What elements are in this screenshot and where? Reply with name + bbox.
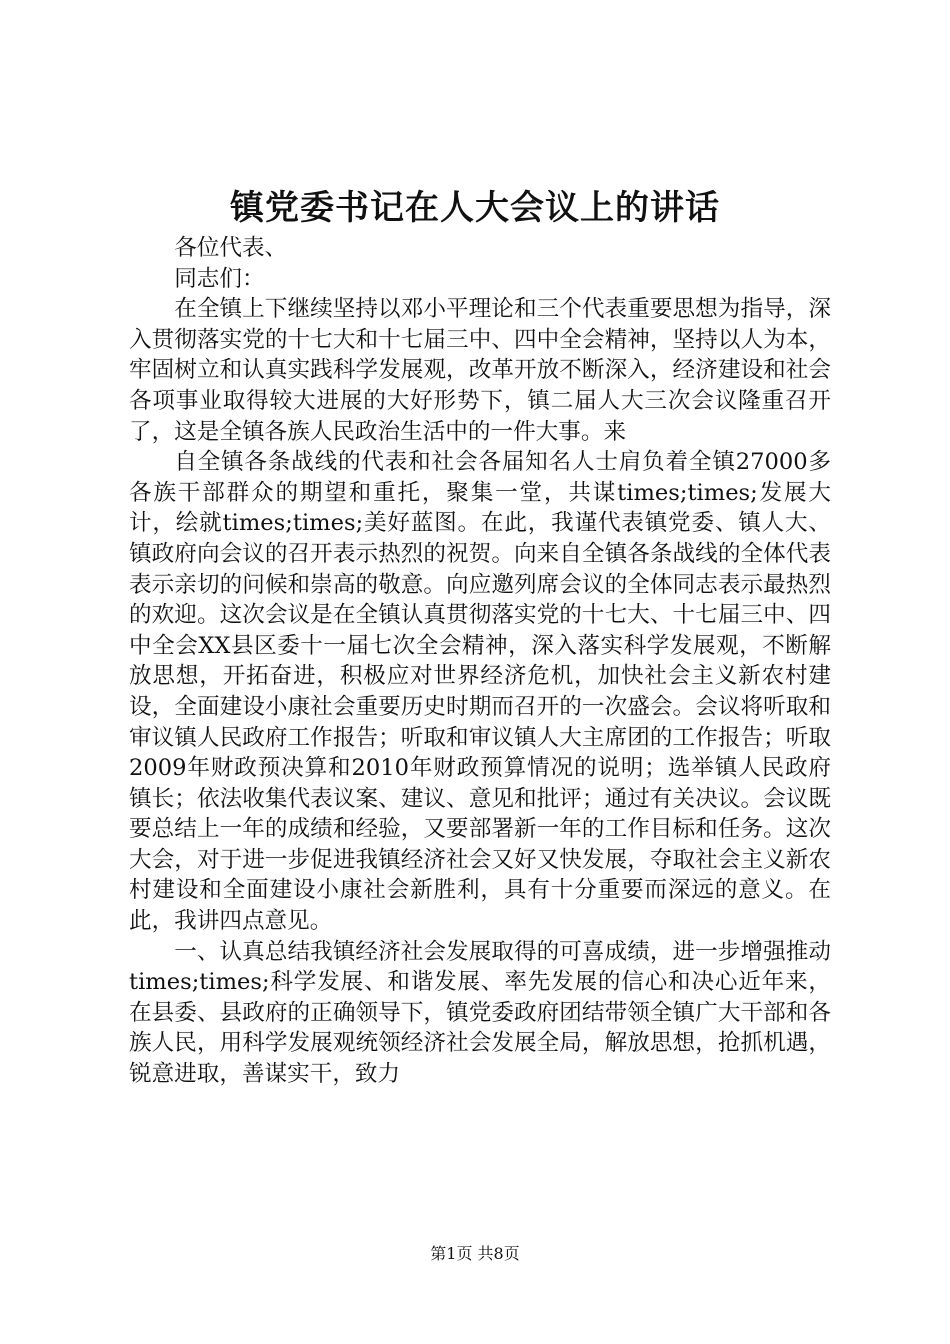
document-body [129, 233, 831, 1090]
body-paragraph: 在全镇上下继续坚持以邓小平理论和三个代表重要思想为指导，深入贯彻落实党的十七大和十七届三中、四中全会精神，坚持以人为本，牢固树立和认真实践科学发展观，改革开放不断深入，经济建设和社会各项事业取得较大进展的大好形势下，镇二届人大三次会议隆重召开了，这是全镇各族人民政治生活中的一件大事。来 [129, 296, 831, 445]
page-footer: 第1页 共8页 [430, 1244, 520, 1263]
body-paragraph: 一、认真总结我镇经济社会发展取得的可喜成绩，进一步增强推动times;times;科学发展、和谐发展、率先发展的信心和决心近年来，在县委、县政府的正确领导下，镇党委政府团结带领全镇广大干部和各族人民，用科学发展观统领经济社会发展全局，解放思想，抢抓机遇，锐意进取，善谋实干，致力 [129, 938, 831, 1088]
salutation-line: 同志们： [174, 265, 265, 292]
body-paragraph: 自全镇各条战线的代表和社会各届知名人士肩负着全镇27000多各族干部群众的期望和重托，聚集一堂，共谋times;times;发展大计，绘就times;times;美好蓝图。在此，我谨代表镇党委、镇人大、镇政府向会议的召开表示热烈的祝贺。向来自全镇各条战线的全体代表表示亲切的问候和崇高的敬意。向应邀列席会议的全体同志表示最热烈的欢迎。这次会议是在全镇认真贯彻落实党的十七大、十七届三中、四中全会XX县区委十一届七次全会精神，深入落实科学发展观，不断解放思想，开拓奋进，积极应对世界经济危机，加快社会主义新农村建设，全面建设小康社会重要历史时期而召开的一次盛会。会议将听取和审议镇人民政府工作报告；听取和审议镇人大主席团的工作报告；听取2009年财政预决算和2010年财政预算情况的说明；选举镇人民政府镇长；依法收集代表议案、建议、意见和批评；通过有关决议。会议既要总结上一年的成绩和经验，又要部署新一年的工作目标和任务。这次大会，对于进一步促进我镇经济社会又好又快发展，夺取社会主义新农村建设和全面建设小康社会新胜利，具有十分重要而深远的意义。在此，我讲四点意见。 [129, 449, 831, 935]
document-title: 镇党委书记在人大会议上的讲话 [230, 188, 720, 228]
salutation-line: 各位代表、 [174, 235, 288, 261]
